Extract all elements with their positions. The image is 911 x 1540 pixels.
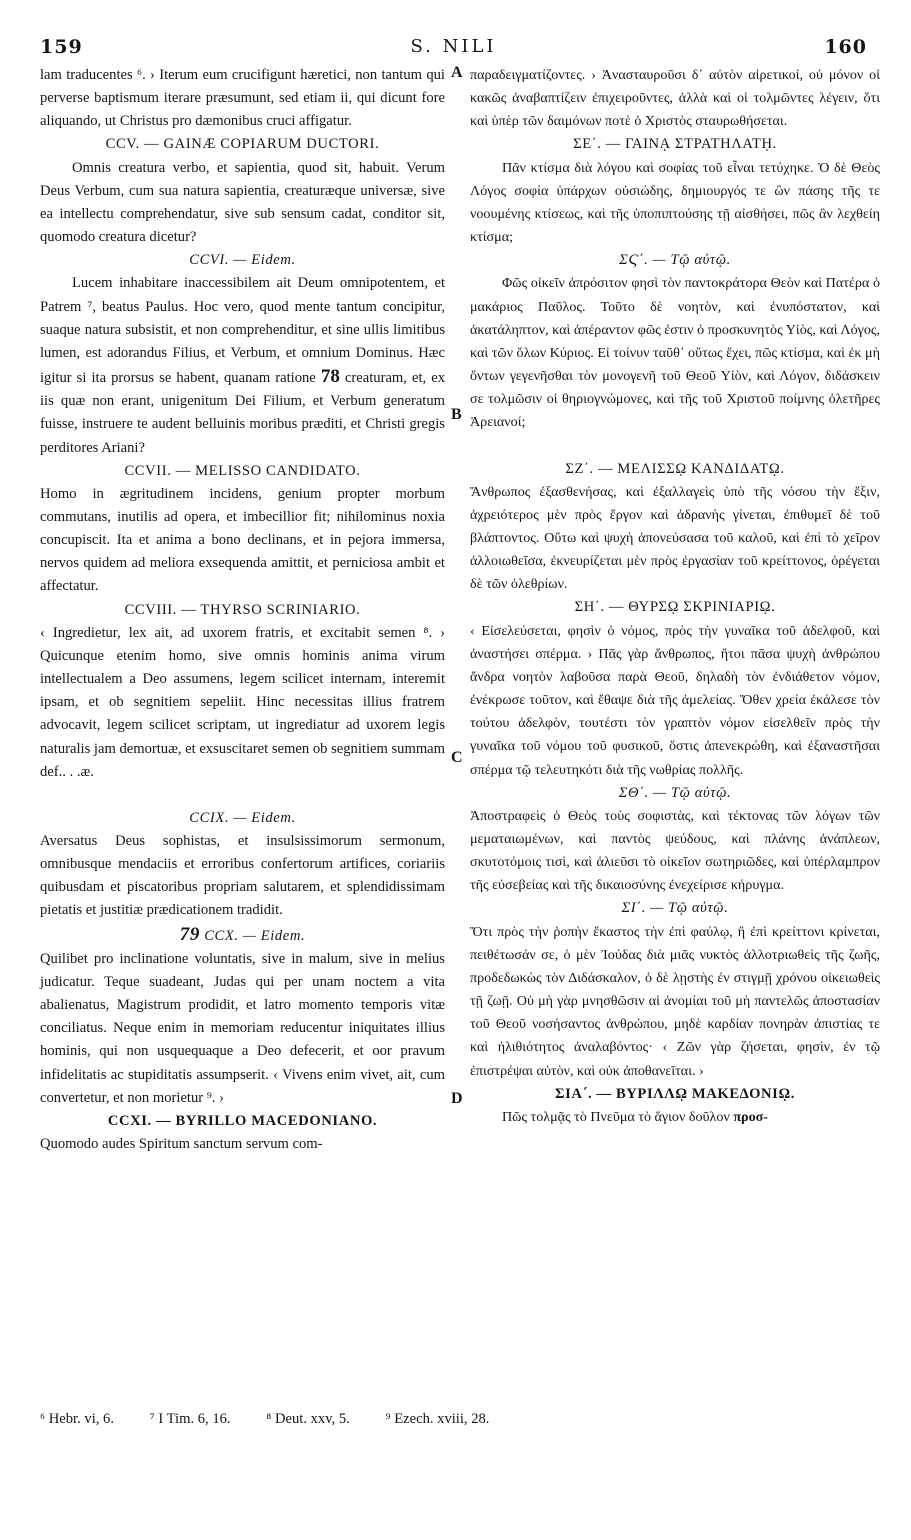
latin-paragraph-204-end: lam traducentes ⁶. › Iterum eum crucifigunt hæretici, non tantum qui perverse baptismum iterare præsumunt, sed etiam ii, qui dicunt fore aliquando, ut Christus pro dæmonibus cruci affigatur. bbox=[40, 67, 445, 130]
latin-heading-206: CCVI. — Eidem. bbox=[189, 252, 296, 269]
margin-letter-c: C bbox=[451, 749, 463, 766]
greek-paragraph-209: Ἀποστραφεὶς ὁ Θεὸς τοὺς σοφιστὰς, καὶ τέκτονας τῶν λόγων τῶν μεματαιωμένων, καὶ παντὸς ψεύδους, καὶ πλάνης ἀνάπλεων, σκυτοτόμοις τισὶ, καὶ ἁλιεῦσι τὸ οἰκεῖον σωτηριῶδες, καὶ ὑπέρλαμπρον τῆς εὐσεβείας καὶ τῆς δικαιοσύνης ἐνεχείρισε κήρυγμα. bbox=[470, 807, 880, 894]
margin-letter-d: D bbox=[451, 1090, 463, 1107]
latin-paragraph-206 bbox=[40, 272, 445, 459]
greek-paragraph-211-text: Πῶς τολμᾷς τὸ Πνεῦμα τὸ ἅγιον δοῦλον bbox=[502, 1108, 730, 1125]
footnotes bbox=[40, 1411, 871, 1428]
greek-column bbox=[470, 64, 880, 1129]
latin-paragraph-209: Aversatus Deus sophistas, et insulsissimorum sermonum, omnibusque mendaciis et erroribus confertorum artifices, coriariis quibusdam et piscatoribus propriam salutarem, et splendidissimam pietatis et justitiæ prædicationem tradidit. bbox=[40, 833, 445, 919]
greek-paragraph-210: Ὅτι πρὸς τὴν ῥοπὴν ἕκαστος τὴν ἐπὶ φαύλῳ, ἢ ἐπὶ κρείττονι κρίνεται, πειθέτωσάν σε, ὁ μὲν Ἰούδας διὰ μιᾶς νυκτὸς ἀλλοτριωθεὶς τῆς ζωῆς, προδεδωκὼς τὸν Διδάσκαλον, ὁ δὲ λῃστὴς ἐν στιγμῇ χρόνου οἰκειωθεὶς τῇ ζωῇ. Οὐ μὴ γὰρ μνησθῶσιν αἱ ἀνομίαι τοῦ μὴ παντελῶς ἀποστασίαν τοῦ Θεοῦ νοσήσαντος ἀνθρώπου, μηδὲ καρδίαν πονηρὰν ἀπιστίας τε καὶ ἠλιθιότητος ἀναλαβόντος· ‹ Ζῶν γὰρ ζήσεται, φησὶν, ἐν τῷ ἐπιστρέψαι αὐτὸν, καὶ οὐκ ἀποθανεῖται. › bbox=[470, 923, 880, 1079]
latin-column bbox=[40, 64, 445, 1156]
greek-heading-211: ΣΙΑ΄. — ΒΥΡΙΛΛῼ ΜΑΚΕΔΟΝΙῼ. bbox=[555, 1085, 795, 1102]
latin-paragraph-210: Quilibet pro inclinatione voluntatis, sive in malum, sive in melius judicatur. Teque suadeant, Judas qui per unam noctem a vita abalienatus, Magistrum prodidit, et latro momento temporis vitæ conciliatus. Neque enim in memoriam reducentur iniquitates illius hominis, qui non usquequaque a Deo defecerit, et oor pravum infidelitatis ac stupiditatis assumpserit. ‹ Vivens enim vivet, ait, cum convertetur, et non morietur ⁹. › bbox=[40, 950, 445, 1106]
greek-paragraph-207: Ἄνθρωπος ἐξασθενήσας, καὶ ἐξαλλαγεὶς ὑπὸ τῆς νόσου τὴν ἕξιν, ἀχρειότερος μὲν πρὸς ἔργον καὶ ἀδρανὴς γίνεται, ἐπιθυμεῖ δὲ τοῦ βλάπτοντος. Οὕτω καὶ ψυχὴ ἀπονεύσασα τοῦ καλοῦ, καὶ ἐπὶ τὸ χεῖρον ἀλλοιωθεῖσα, ἐκνευρίζεται μὲν πρὸς ἐργασίαν τοῦ κρείττονος, ὀρέγεται δὲ τῶν ὀλεθρίων. bbox=[470, 483, 880, 593]
latin-heading-208: CCVIII. — THYRSO SCRINIARIO. bbox=[124, 601, 361, 618]
latin-paragraph-206-part-a: Lucem inhabitare inaccessibilem ait Deum omnipotentem, et Patrem ⁷, beatus Paulus. Hoc vero, quod mente tantum concipitur, suaque natura subsistit, et non comprehenditur, et sine ullis limitibus lumen, est adorandus Filius, et Verbum, et omnium Dominus. Hæc igitur si ita prorsus se habent, quanam ratione bbox=[40, 275, 445, 387]
greek-heading-210: ΣΙ΄. — Τῷ αὐτῷ. bbox=[621, 900, 729, 917]
greek-heading-206: ΣϚ΄. — Τῷ αὐτῷ. bbox=[619, 252, 731, 269]
spacer bbox=[40, 784, 445, 807]
greek-heading-207: ΣΖ΄. — ΜΕΛΙΣΣῼ ΚΑΝΔΙΔΑΤῼ. bbox=[565, 460, 785, 477]
greek-paragraph-205: Πᾶν κτίσμα διὰ λόγου καὶ σοφίας τοῦ εἶναι τετύχηκε. Ὁ δὲ Θεὸς Λόγος σοφία ὑπάρχων οὐσιώδης, δημιουργός τε ὢν πάσης τῆς τε νοουμένης κτίσεως, καὶ τῆς ὑποπιπτούσης τῇ αἰσθήσει, πῶς ἂν λεχθείη κτίσμα; bbox=[470, 159, 880, 246]
spacer bbox=[470, 435, 880, 458]
page-number-right: 160 bbox=[824, 36, 867, 58]
column-marker-78: 78 bbox=[320, 366, 340, 388]
greek-paragraph-206: Φῶς οἰκεῖν ἀπρόσιτον φησὶ τὸν παντοκράτορα Θεὸν καὶ Πατέρα ὁ μακάριος Παῦλος. Τοῦτο δὲ νοητὸν, καὶ ἐνυπόστατον, καὶ ἀκατάληπτον, καὶ ἀπέραντον φῶς ἐστιν ὁ προσκυνητὸς Υἱὸς, καὶ Λόγος, καὶ τῶν ὅλων Κύριος. Εἰ τοίνυν ταῦθ᾿ οὕτως ἔχει, πῶς κτίσμα, καὶ ἐκ μὴ ὄντων γεγενῆσθαι τὸν μονογενῆ τοῦ Θεοῦ Υἱὸν, καὶ Λόγον, διδάσκειν σε τολμῶσιν οἱ θηριογνώμονες, καὶ τῆς τοῦ Χριστοῦ ποίμνης ὀλετῆρες Ἀρειανοί; bbox=[470, 275, 880, 431]
latin-heading-205: CCV. — GAINÆ COPIARUM DUCTORI. bbox=[105, 136, 380, 153]
page-number-left: 159 bbox=[40, 36, 83, 58]
greek-heading-208: ΣΗ΄. — ΘΥΡΣῼ ΣΚΡΙΝΙΑΡΙῼ. bbox=[574, 599, 776, 616]
latin-heading-207: CCVII. — MELISSO CANDIDATO. bbox=[124, 462, 361, 479]
latin-paragraph-206-part-b: creaturam, et, ex iis quæ non erant, unigenitum Dei Filium, et Verbum generatum fuisse, instruere te audent belluinis moribus præditi, et Christi gregis perditores Ariani? bbox=[40, 370, 446, 456]
greek-paragraph-211 bbox=[470, 1106, 880, 1129]
greek-paragraph-204-end: παραδειγματίζοντες. › Ἀνασταυροῦσι δ᾿ αὐτὸν αἱρετικοί, οὐ μόνον οἱ κακῶς ἀναβαπτίζειν ἐπιχειροῦντες, ἀλλὰ καὶ οἱ τολμῶντες λέγειν, ὅτι καὶ ὑπὲρ τῶν δαιμόνων ποτὲ ὁ Χριστὸς σταυρωθήσεται. bbox=[470, 67, 880, 130]
greek-heading-205: ΣΕ΄. — ΓΑΙΝᾼ ΣΤΡΑΤΗΛΑΤῌ. bbox=[573, 136, 777, 153]
running-head bbox=[40, 36, 867, 62]
latin-heading-210-text: CCX. — Eidem. bbox=[204, 927, 306, 944]
page-title: S. NILI bbox=[410, 36, 497, 57]
footnote: ⁶ Hebr. vi, 6. bbox=[40, 1411, 114, 1427]
latin-heading-211: CCXI. — BYRILLO MACEDONIANO. bbox=[107, 1112, 378, 1129]
footnote: ⁷ I Tim. 6, 16. bbox=[149, 1411, 231, 1427]
footnote: ⁹ Ezech. xviii, 28. bbox=[385, 1411, 490, 1427]
margin-letter-b: B bbox=[451, 406, 462, 423]
latin-heading-210 bbox=[40, 923, 445, 948]
footnote: ⁸ Deut. xxv, 5. bbox=[266, 1411, 350, 1427]
greek-paragraph-211-hyphenated: προσ- bbox=[733, 1108, 768, 1125]
latin-heading-209: CCIX. — Eidem. bbox=[189, 809, 296, 826]
latin-paragraph-207: Homo in ægritudinem incidens, genium propter morbum commutans, inutilis ad opera, et imbecillior fit; nihilominus noxia concupiscit. Ita et anima a bono declinans, et in pejora immersa, nervos quidem ad meliora exsequenda amittit, et perniciosa ambit et affectatur. bbox=[40, 485, 445, 595]
column-marker-79: 79 bbox=[179, 923, 200, 945]
latin-paragraph-205: Omnis creatura verbo, et sapientia, quod sit, habuit. Verum Deus Verbum, cum sua natura sapientia, creaturæque universæ, sive ea intellectu comprehendatur, sive sub sensum cadat, conditor sit, quomodo creatura dicetur? bbox=[40, 159, 445, 246]
margin-letter-a: A bbox=[451, 64, 463, 81]
latin-paragraph-208: ‹ Ingredietur, lex ait, ad uxorem fratris, et excitabit semen ⁸. › Quicunque etenim homo, sive omnis hominis anima virum intellectualem a Deo assumens, legem scilicet internam, interemit ipsam, et ob segnitiem sepeliit. Hinc necessitas illius fratrem advocavit, legem scilicet scriptam, ut ingrediatur ad uxorem legis naturalis jam demortuæ, et exsuscitaret semen ob segnitiem summam def.. . .æ. bbox=[40, 624, 445, 780]
latin-paragraph-211: Quomodo audes Spiritum sanctum servum com- bbox=[40, 1136, 323, 1153]
greek-heading-209: ΣΘ΄. — Τῷ αὐτῷ. bbox=[618, 784, 732, 801]
greek-paragraph-208: ‹ Εἰσελεύσεται, φησὶν ὁ νόμος, πρὸς τὴν γυναῖκα τοῦ ἀδελφοῦ, καὶ ἀναστήσει σπέρμα. › Πᾶς γὰρ ἄνθρωπος, ἤτοι πᾶσα ψυχὴ ἀνθρώπου ἄνδρα νοητὸν λαβοῦσα παρὰ Θεοῦ, δηλαδὴ τὸν ἐνδιάθετον νόμον, ἐνέκρωσε τοῦτον, καὶ ἔθαψε διὰ τῆς ἀμελείας. Ὅθεν χρεία ἐκάλεσε τὸν τούτου ἀδελφὸν, τουτέστι τὸν γραπτὸν νόμον εἰσελθεῖν πρὸς τὴν γυναῖκα τοῦ νόμου τοῦ φυσικοῦ, ὅστις ἀπενεκρώθη, καὶ ἐξαναστῆσαι σπέρμα τῷ τελευτηκότι διὰ τῆς νωθρίας πολλῆς. bbox=[470, 622, 880, 778]
